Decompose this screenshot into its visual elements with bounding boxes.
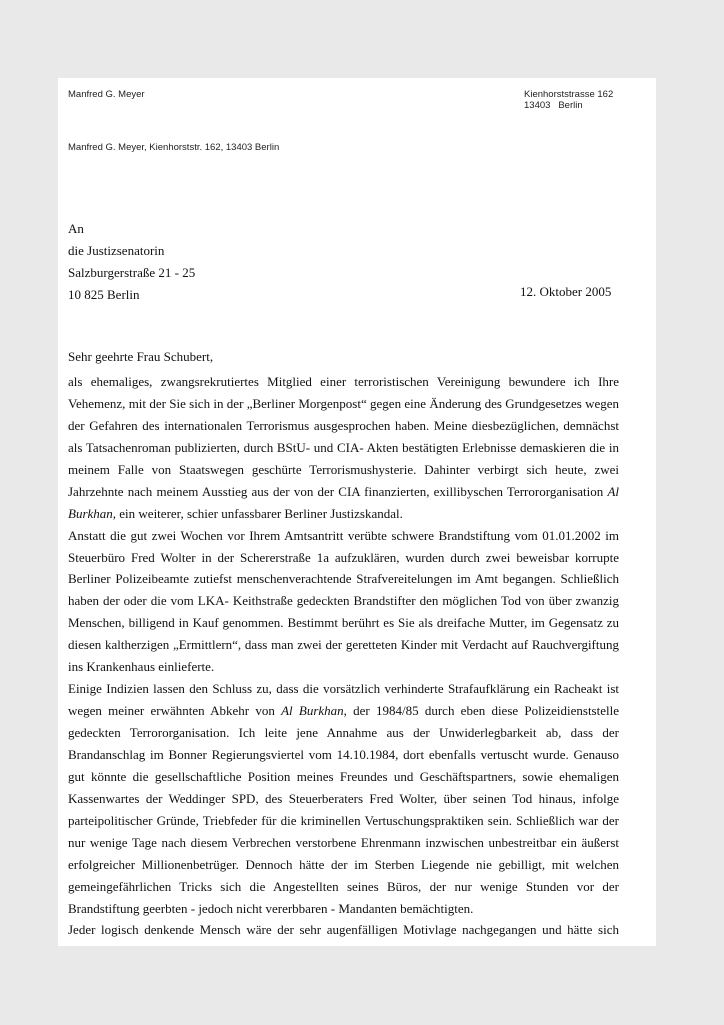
body-line: Kassenwartes der Weddinger SPD, des Steuerberaters Fred Wolter, über seinen Tod hinaus, infolge <box>68 790 619 806</box>
letter-page <box>58 78 656 946</box>
letter-date: 12. Oktober 2005 <box>520 284 612 299</box>
body-line: ins Krankenhaus einlieferte. <box>68 659 215 675</box>
body-line: Steuerbüro Fred Wolter in der Schererstraße 1a aufzuklären, wurden durch zwei beweisbar korrupte <box>68 549 619 565</box>
body-line: Anstatt die gut zwei Wochen vor Ihrem Amtsantritt verübte schwere Brandstiftung vom 01.01.2002 im <box>68 527 619 543</box>
body-line: gut könnte die gesellschaftliche Position meines Freundes und Geschäftspartners, sowie ehemaligen <box>68 768 619 784</box>
sender-city: 13403 Berlin <box>524 100 583 111</box>
body-line: wegen meiner erwähnten Abkehr von Al Burkhan, der 1984/85 durch eben diese Polizeidienststelle <box>68 703 619 719</box>
body-line: Einige Indizien lassen den Schluss zu, dass die vorsätzlich verhinderte Strafaufklärung ein Racheakt ist <box>68 681 619 697</box>
body-line: parteipolitischer Gründe, Triebfeder für die kriminellen Vertuschungspraktiken sein. Schließlich war der <box>68 812 619 828</box>
sender-name: Manfred G. Meyer <box>68 89 145 100</box>
recipient-block <box>68 218 195 306</box>
body-line: Burkhan, ein weiterer, schier unfassbarer Berliner Justizskandal. <box>68 505 403 521</box>
body-line: Berliner Polizeibeamte zutiefst menschenverachtende Strafvereitelungen im Amt begangen. Schließlich <box>68 571 619 587</box>
body-line: Brandstiftung geerbten - jedoch nicht vererbbaren - Mandanten bemächtigten. <box>68 900 474 916</box>
body-line: gedeckten Terrororganisation. Ich leite jene Annahme aus der Unwiderlegbarkeit ab, dass der <box>68 725 619 740</box>
body-line: diesen kaltherzigen „Ermittlern“, dass man zwei der geretteten Kinder mit Verdacht auf Rauchvergiftung <box>68 637 619 653</box>
body-line: Menschen, billigend in Kauf genommen. Bestimmt berührt es Sie als dreifache Mutter, im Gegensatz zu <box>68 615 619 631</box>
body-line: als Tatsachenroman publizierten, durch BStU- und CIA- Akten bestätigten Erlebnisse demaskieren die in <box>68 439 619 455</box>
return-address: Manfred G. Meyer, Kienhorststr. 162, 13403 Berlin <box>68 142 280 153</box>
recipient-line: Salzburgerstraße 21 - 25 <box>68 265 196 280</box>
sender-address <box>524 89 613 111</box>
salutation: Sehr geehrte Frau Schubert, <box>68 349 214 364</box>
body-line: Jahrzehnte nach meinem Ausstieg aus der von der CIA finanzierten, exillibyschen Terrororganisation Al <box>68 483 619 499</box>
body-line: meinem Falle von Staatswegen geschürte Terrorismushysterie. Dahinter verbirgt sich heute, zwei <box>68 461 619 477</box>
body-line: nur wenige Tage nach diesem Verbrechen verstorbene Ehrenmann inzwischen unbestreitbar ein äußerst <box>68 834 619 850</box>
body-line: Jeder logisch denkende Mensch wäre der sehr augenfälligen Motivlage nachgegangen und hätte sich <box>68 922 619 938</box>
body-line: Vehemenz, mit der Sie sich in der „Berliner Morgenpost“ gegen eine Änderung des Grundgesetzes wegen <box>68 395 619 411</box>
letter-body <box>68 371 619 941</box>
body-line: haben der oder die vom LKA- Keithstraße gedeckten Brandstifter den möglichen Tod von über zwanzig <box>68 593 619 609</box>
body-line: Brandanschlag im Bonner Regierungsviertel vom 14.10.1984, dort ebenfalls vertuscht wurde. Genauso <box>68 746 619 762</box>
sender-street: Kienhorststrasse 162 <box>524 89 614 100</box>
body-line: erfolgreicher Millionenbetrüger. Dennoch hätte der im Sterben Liegende nie gebilligt, mit welchen <box>68 856 619 872</box>
recipient-line: 10 825 Berlin <box>68 287 140 302</box>
body-line: der Gefahren des internationalen Terrorismus ausgesprochen haben. Meine diesbezüglichen, demnächst <box>68 417 619 433</box>
recipient-line: An <box>68 221 84 236</box>
body-line: gemeingefährlichen Tricks sich die Angestellten seines Büros, der nur wenige Stunden vor der <box>68 878 619 894</box>
recipient-line: die Justizsenatorin <box>68 243 165 258</box>
body-line: als ehemaliges, zwangsrekrutiertes Mitglied einer terroristischen Vereinigung bewundere ich Ihre <box>68 374 619 389</box>
